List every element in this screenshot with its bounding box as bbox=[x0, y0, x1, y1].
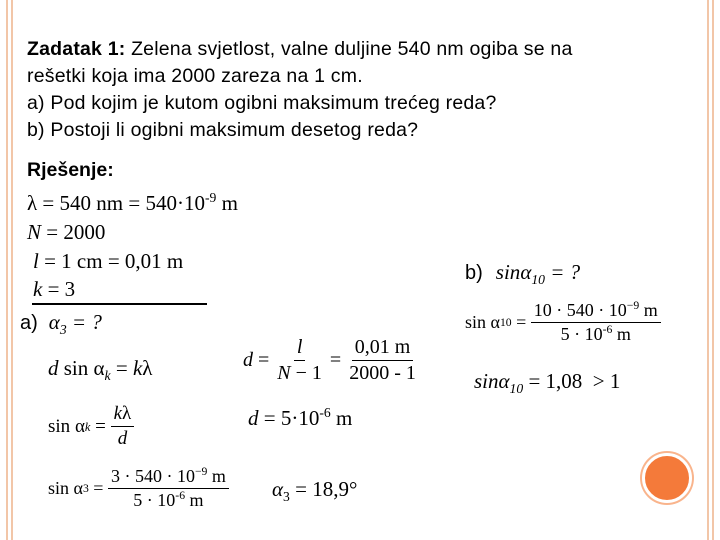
d-formula-equals: = bbox=[253, 349, 275, 371]
d-formula-d: d bbox=[243, 349, 253, 371]
given-l-value: = 1 cm = 0,01 m bbox=[38, 249, 184, 273]
sin-3-equals: = bbox=[88, 478, 108, 498]
sin-3-fraction bbox=[108, 466, 229, 511]
given-lambda-value: λ = 540 nm = 540·10 bbox=[27, 191, 205, 215]
part-b-expression bbox=[495, 260, 581, 288]
sin-k-formula: sin α k = $\frac{k\lambda}{d}$ bbox=[48, 403, 134, 450]
part-a-question bbox=[20, 310, 102, 338]
accent-dot bbox=[642, 453, 692, 503]
d-result-exponent: -6 bbox=[319, 405, 331, 420]
sin-10-den-exponent: -6 bbox=[602, 323, 613, 336]
given-N bbox=[27, 220, 105, 245]
given-lambda-unit: m bbox=[216, 191, 238, 215]
sin-k-fraction bbox=[111, 403, 135, 450]
grating-eq-sin: sin bbox=[58, 356, 94, 380]
task-statement bbox=[27, 36, 573, 144]
task-text: Zelena svjetlost, valne duljine 540 nm ogiba se na bbox=[125, 38, 573, 60]
given-k-symbol: k bbox=[33, 277, 43, 301]
sin-10-equals: = bbox=[511, 312, 531, 332]
given-k-value: = 3 bbox=[42, 277, 76, 301]
sin-3-den-exponent: -6 bbox=[175, 489, 186, 502]
d-formula-numerator-2: 0,01 m bbox=[352, 336, 414, 361]
given-N-symbol: N bbox=[27, 220, 42, 244]
part-a-label: a) bbox=[20, 312, 38, 334]
sin-10-result-sub: 10 bbox=[509, 381, 524, 397]
given-l bbox=[33, 249, 183, 274]
d-result-unit: m bbox=[330, 406, 353, 430]
alpha-3-symbol: α bbox=[272, 477, 284, 501]
d-formula-equals-2: = bbox=[324, 349, 347, 371]
part-b-question bbox=[465, 260, 581, 288]
given-k bbox=[33, 277, 75, 302]
d-formula-den-rest: − 1 bbox=[290, 362, 322, 384]
d-formula-numerator: l bbox=[294, 336, 306, 361]
grating-eq-d: d bbox=[48, 356, 59, 380]
sin-3-den-unit: m bbox=[185, 490, 204, 510]
sin-3-num-unit: m bbox=[207, 466, 226, 486]
grating-eq-alpha: α bbox=[93, 356, 105, 380]
part-b-sin: sin bbox=[495, 260, 521, 284]
sin-10-result bbox=[474, 369, 621, 397]
slide-border-right-outer bbox=[707, 0, 709, 540]
given-l-symbol: l bbox=[33, 249, 39, 273]
d-formula-denominator-2: 2000 - 1 bbox=[349, 362, 416, 384]
alpha-3-result bbox=[272, 477, 358, 505]
d-formula-fraction-1 bbox=[274, 336, 325, 385]
alpha-3-sub: 3 bbox=[283, 489, 290, 505]
d-formula-fraction-2 bbox=[346, 336, 419, 385]
sin-3-formula: sin α 3 = $\frac{3 \cdot 540 \cdot 10^{-9} m}{5 \cdot 10^{-6} m}$ bbox=[48, 466, 229, 511]
sin-10-sin: sin bbox=[465, 312, 491, 332]
given-N-value: = 2000 bbox=[41, 220, 106, 244]
sin-10-numerator: 10 · 540 · 10 bbox=[533, 300, 627, 320]
slide-border-left-inner bbox=[11, 0, 13, 540]
task-line-4: b) Postoji li ogibni maksimum desetog reda? bbox=[27, 119, 419, 141]
d-formula bbox=[243, 336, 419, 385]
task-line-2: rešetki koja ima 2000 zareza na 1 cm. bbox=[27, 65, 363, 87]
sin-10-num-exponent: −9 bbox=[626, 299, 640, 312]
d-result-d: d bbox=[248, 406, 259, 430]
part-b-alpha: α bbox=[520, 260, 532, 284]
part-a-alpha-symbol: α bbox=[48, 310, 60, 334]
part-b-sub: 10 bbox=[531, 272, 545, 288]
sin-10-result-sin: sin bbox=[474, 369, 499, 393]
sin-k-num-k: k bbox=[113, 403, 123, 424]
sin-10-num-unit: m bbox=[639, 300, 658, 320]
sin-3-num-exponent: −9 bbox=[194, 465, 208, 478]
sin-k-sin: sin bbox=[48, 415, 75, 437]
grating-eq-k: k bbox=[132, 356, 143, 380]
sin-3-sin: sin bbox=[48, 478, 74, 498]
sin-k-num-lambda: λ bbox=[122, 403, 132, 424]
sin-k-equals: = bbox=[90, 415, 111, 437]
sin-3-alpha: α bbox=[73, 478, 83, 498]
sin-3-numerator: 3 · 540 · 10 bbox=[110, 466, 195, 486]
sin-10-den-unit: m bbox=[612, 324, 631, 344]
grating-equation bbox=[48, 356, 153, 384]
part-b-label: b) bbox=[465, 262, 483, 284]
grating-eq-equals: = bbox=[110, 356, 133, 380]
part-a-rest: = ? bbox=[66, 310, 102, 334]
sin-k-denominator: d bbox=[117, 428, 128, 449]
part-a-alpha bbox=[48, 310, 102, 338]
part-a-alpha-sub: 3 bbox=[59, 322, 67, 338]
task-heading: Zadatak 1: bbox=[27, 38, 126, 60]
sin-10-alpha: α bbox=[490, 312, 500, 332]
grating-eq-sub: k bbox=[104, 368, 111, 384]
task-line-3: a) Pod kojim je kutom ogibni maksimum trećeg reda? bbox=[27, 92, 497, 114]
part-b-rest: = ? bbox=[544, 260, 581, 284]
sin-10-result-alpha: α bbox=[498, 369, 510, 393]
separator-line bbox=[32, 303, 207, 305]
sin-3-denominator: 5 · 10 bbox=[133, 490, 176, 510]
slide-border-right-inner bbox=[712, 0, 714, 540]
sin-10-result-value: = 1,08 > 1 bbox=[523, 369, 621, 393]
solution-heading: Rješenje: bbox=[27, 159, 114, 181]
d-result bbox=[248, 406, 352, 431]
task-line-1 bbox=[27, 36, 573, 63]
given-lambda-exponent: -9 bbox=[204, 190, 217, 205]
sin-10-denominator: 5 · 10 bbox=[560, 324, 603, 344]
grating-eq-lambda: λ bbox=[142, 356, 153, 380]
sin-10-formula: sin α 10 = $\frac{10 \cdot 540 \cdot 10^{-9} m}{5 \cdot 10^{-6} m}$ bbox=[465, 300, 661, 345]
alpha-3-value: = 18,9° bbox=[289, 477, 358, 501]
sin-10-fraction bbox=[531, 300, 661, 345]
given-lambda bbox=[27, 191, 238, 216]
d-formula-den-N: N bbox=[277, 362, 291, 384]
d-result-value: = 5·10 bbox=[258, 406, 320, 430]
sin-k-alpha: α bbox=[74, 415, 85, 437]
slide-border-left-outer bbox=[6, 0, 8, 540]
